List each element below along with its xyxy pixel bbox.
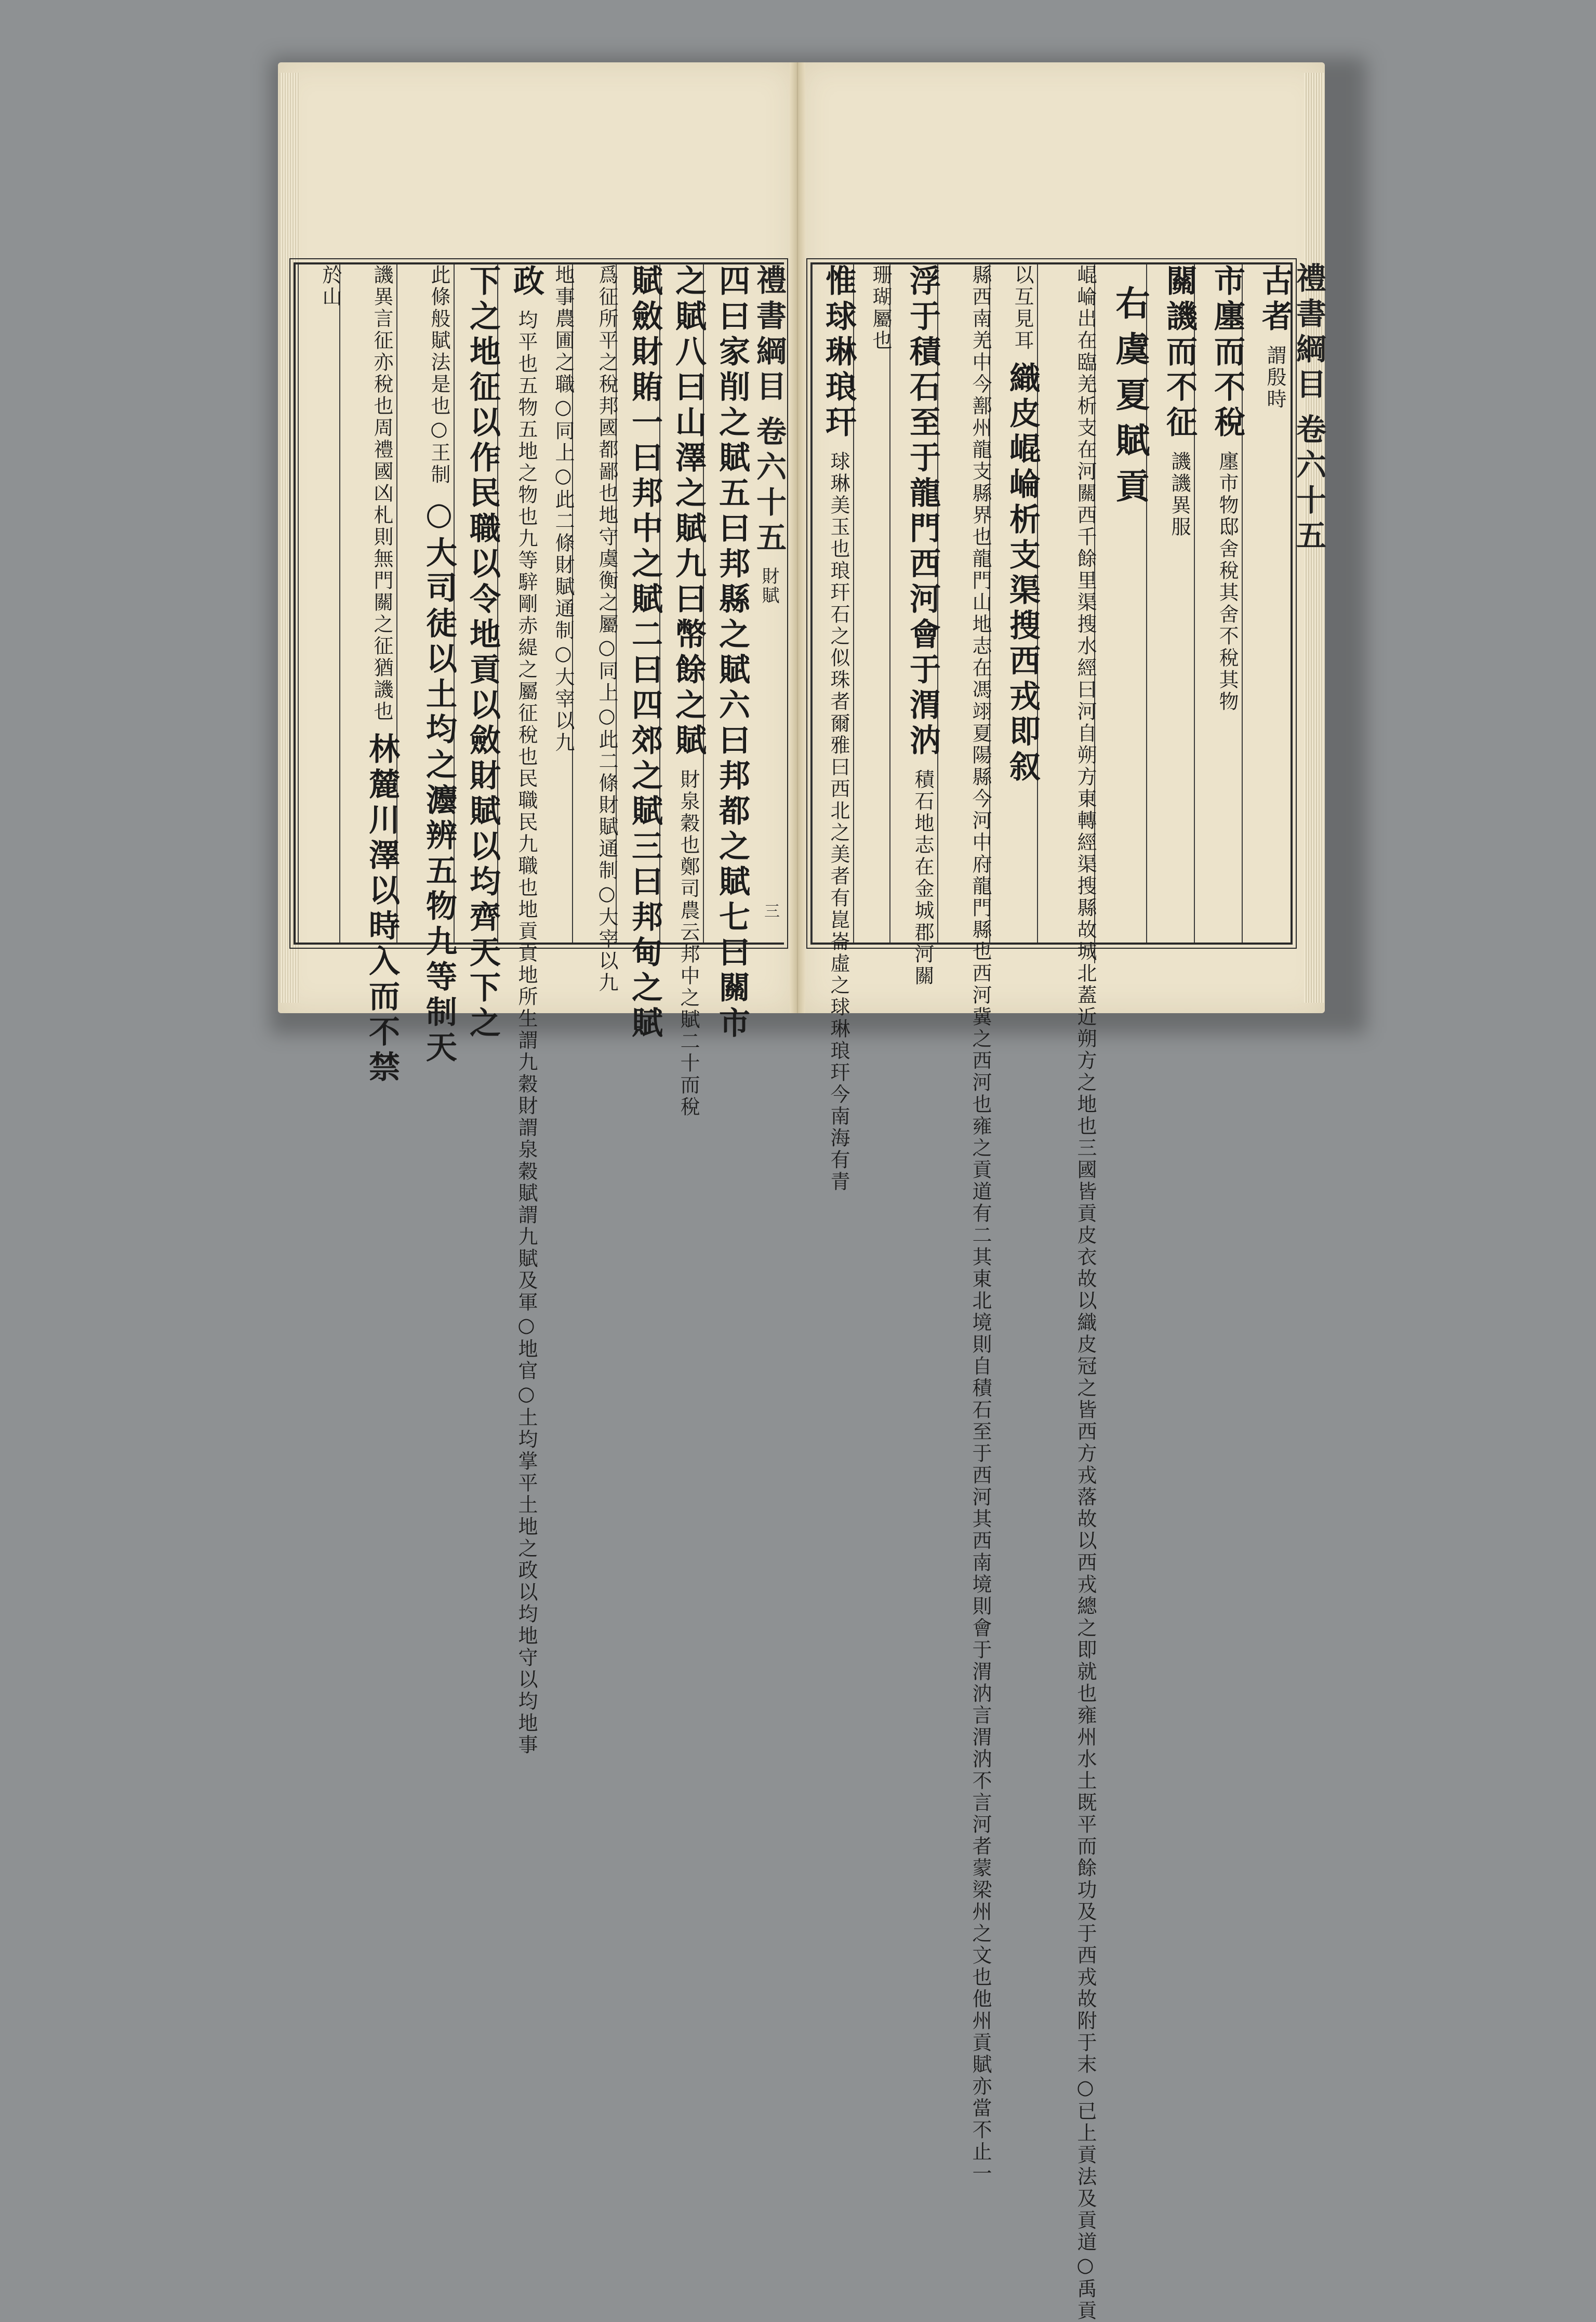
text-column [1242,264,1291,943]
margin-volume: 卷六十五 [1291,414,1326,555]
column-main-text: 古者 [1257,264,1293,335]
column-commentary: 以互見耳 [1011,264,1034,352]
column-main-text: 關譏而不征 [1161,264,1198,441]
column-commentary: 崐崘出在臨羌析支在河關西千餘里渠搜水經曰河自朔方東轉經渠搜縣故城北蓋近朔方之地也三國皆貢皮衣故以織皮冠之皆西方戎落故以西戎總之即就也雍州水土既平而餘功及于西戎故附于末○已上貢法及貢道○禹貢 [1074,264,1097,2322]
text-column [812,264,857,1193]
page-number: 三 [764,903,780,921]
margin-book-title: 禮書綱目 [751,264,787,406]
column-main-text: 賦斂財賄一曰邦中之賦二曰四郊之賦三曰邦甸之賦 [627,264,663,1042]
left-margin-column [748,264,787,943]
book-gutter [790,62,805,1013]
column-commentary: 此條般賦法是也○王制 [428,264,450,486]
column-main-text: 之賦八曰山澤之賦九曰幣餘之賦 [670,264,707,759]
text-column [572,264,618,994]
column-main-text: 市廛而不稅 [1209,264,1245,441]
column-main-text: 下之地征以作民職以令地貢以斂財賦以均齊天下之 [464,264,501,1042]
text-column [542,264,573,943]
column-commentary: 地事農圃之職○同上○此二條財賦通制○大宰以九 [552,264,575,754]
column-commentary: 爲征所平之稅邦國都鄙也地守虞衡之屬○同上○此二條財賦通制○大宰以九 [595,264,618,994]
text-column [853,264,890,943]
text-column [659,264,707,1118]
section-heading [1094,264,1150,963]
column-commentary: 於山 [319,264,342,308]
text-column [298,264,340,943]
right-text-frame [810,262,1293,2322]
text-column [1194,264,1243,943]
text-column [339,264,400,1086]
column-main-text: 惟球琳琅玕 [820,264,857,441]
column-commentary: 珊瑚屬也 [869,264,892,352]
text-column [616,264,663,1042]
text-column [396,264,457,1066]
margin-volume: 卷六十五 [751,416,787,557]
column-commentary: 均平也五物五地之物也九等騂剛赤緹之屬征稅也民職民九職也地貢貢地所生謂九穀財謂泉穀賦謂九賦及軍○地官○土均掌平土地之政以均地守以均地事 [515,310,538,1756]
section-heading-text: 右虞夏賦貢 [1110,285,1150,514]
column-commentary: 財泉穀也鄭司農云邦中之賦二十而稅 [677,769,700,1118]
text-column [454,264,501,1042]
column-main-text: 織皮崐崘析支渠搜西戎即叙 [1004,362,1041,786]
text-column [937,264,992,2185]
column-main-text: 浮于積石至于龍門西河會于渭汭 [905,264,941,759]
text-column [889,264,941,987]
column-commentary: 廛市物邸舍稅其舍不稅其物 [1216,451,1239,713]
column-commentary: 譏譏異服 [1168,451,1191,538]
text-column [703,264,750,1042]
column-main-text: 四曰家削之賦五曰邦縣之賦六曰邦都之賦七曰關市 [714,264,750,1042]
column-commentary: 謂殷時 [1264,345,1286,410]
column-commentary: 球琳美玉也琅玕石之似珠者爾雅曰西北之美者有崑崙虛之球琳琅玕今南海有青 [827,451,850,1193]
column-commentary: 譏異言征亦稅也周禮國凶札則無門關之征猶譏也 [370,264,393,723]
column-commentary: 積石地志在金城郡河關 [911,769,934,987]
text-column [1146,264,1198,943]
column-main-text: 林麓川澤以時入而不禁 [364,733,400,1086]
right-margin-column [1293,262,1324,940]
text-column [1037,264,1097,2322]
column-main-text: 政 [508,264,544,300]
text-column [497,264,544,1756]
left-text-frame [294,262,787,1756]
margin-book-title: 禮書綱目 [1291,262,1326,404]
column-commentary: 縣西南羌中今鄯州龍支縣界也龍門山地志在馮翊夏陽縣今河中府龍門縣也西河冀之西河也雍之貢道有二其東北境則自積石至于西河其西南境則會于渭汭言渭汭不言河者蒙梁州之文也他州貢賦亦當不止一 [969,264,992,2185]
margin-section: 財賦 [759,567,779,605]
column-main-text: ○大司徒以土均之灋辨五物九等制天 [421,496,457,1066]
text-column [989,264,1041,943]
